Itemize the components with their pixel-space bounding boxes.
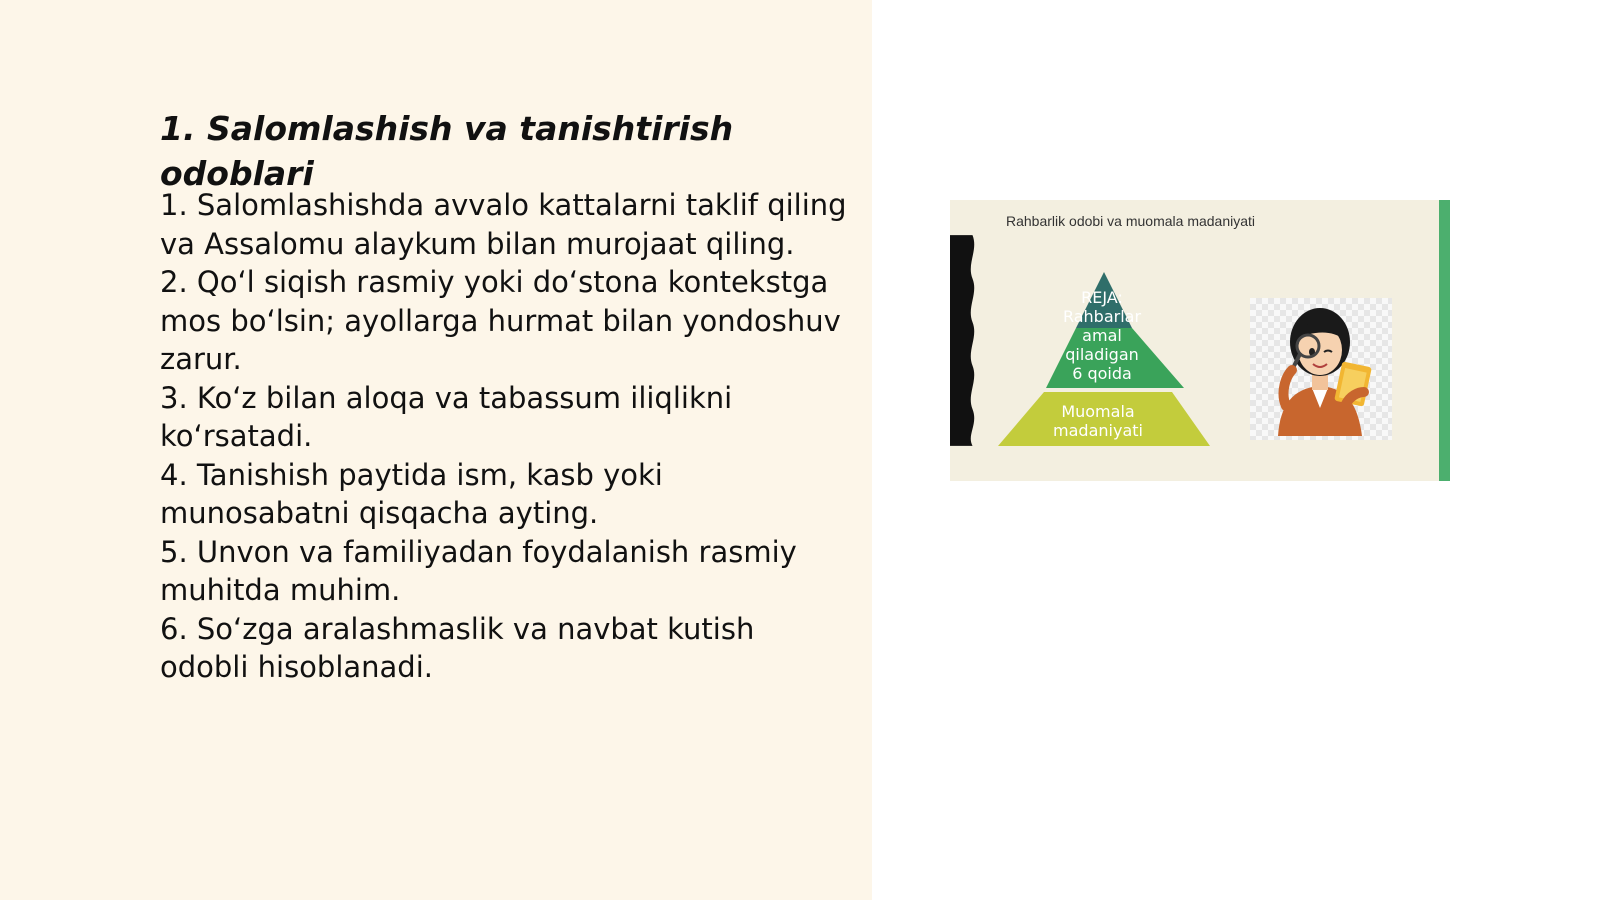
point-item: 4. Tanishish paytida ism, kasb yoki munosabatni qisqacha ayting. xyxy=(160,457,663,530)
picture-caption: Rahbarlik odobi va muomala madaniyati xyxy=(1006,213,1256,229)
point-item: 1. Salomlashishda avvalo kattalarni taklif qiling va Assalomu alaykum bilan murojaat qiling. xyxy=(160,188,847,261)
slide-title: 1. Salomlashish va tanishtirish odoblari xyxy=(160,109,734,193)
point-item: 2. Qo‘l siqish rasmiy yoki do‘stona kontekstga mos bo‘lsin; ayollarga hurmat bilan yondoshuv zarur. xyxy=(160,265,841,376)
pyramid-bottom-label: Muomala madaniyati xyxy=(1053,402,1143,440)
illustration-picture xyxy=(950,200,1450,481)
points-list xyxy=(160,186,850,687)
point-item: 3. Ko‘z bilan aloqa va tabassum iliqlikni ko‘rsatadi. xyxy=(160,380,733,453)
pyramid-top-label: REJA: Rahbarlar amal qiladigan 6 qoida xyxy=(1062,288,1142,383)
point-item: 6. So‘zga aralashmaslik va navbat kutish odobli hisoblanadi. xyxy=(160,611,755,684)
person-with-magnifier-icon xyxy=(1250,296,1392,442)
point-item: 5. Unvon va familiyadan foydalanish rasmiy muhitda muhim. xyxy=(160,534,797,607)
